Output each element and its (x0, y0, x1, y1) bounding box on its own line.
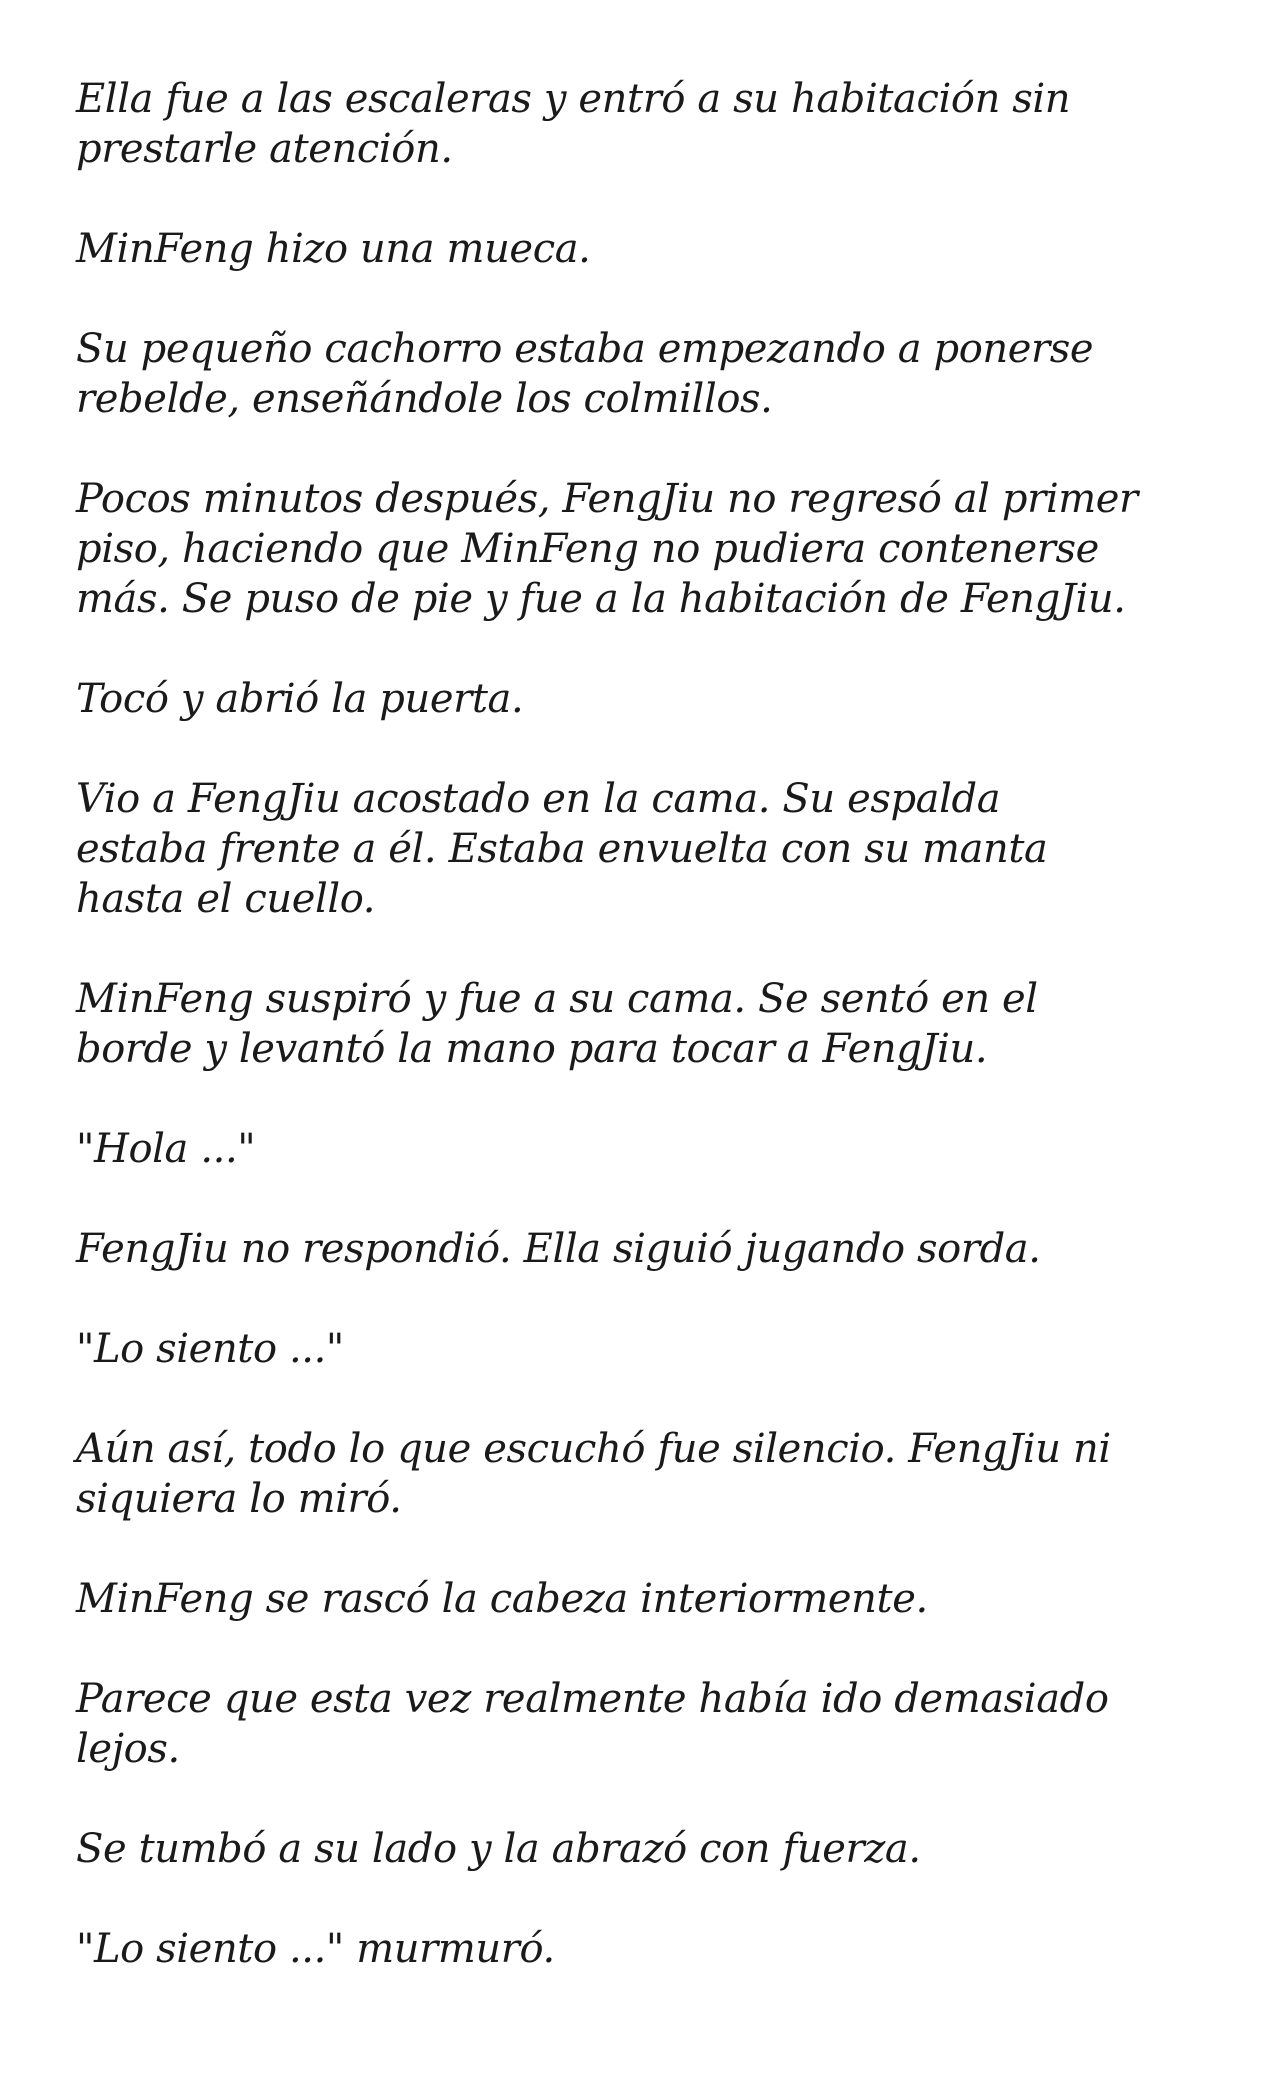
paragraph (76, 1924, 1226, 1974)
text-line: FengJiu no respondió. Ella siguió jugando sorda. (76, 1226, 1041, 1272)
text-line: MinFeng suspiró y fue a su cama. Se sentó en el (76, 976, 1038, 1022)
text-line: MinFeng hizo una mueca. (76, 226, 591, 272)
text-line: Aún así, todo lo que escuchó fue silencio. FengJiu ni (76, 1426, 1111, 1472)
paragraph (76, 1424, 1226, 1524)
text-line: Parece que esta vez realmente había ido demasiado (76, 1676, 1109, 1722)
text-line: MinFeng se rascó la cabeza interiormente. (76, 1576, 928, 1622)
paragraph (76, 74, 1226, 174)
text-line: Pocos minutos después, FengJiu no regresó al primer (76, 476, 1138, 522)
text-line: piso, haciendo que MinFeng no pudiera contenerse (76, 526, 1099, 572)
paragraph (76, 324, 1226, 424)
text-line: prestarle atención. (76, 126, 453, 172)
text-line: borde y levantó la mano para tocar a FengJiu. (76, 1026, 988, 1072)
paragraph (76, 974, 1226, 1074)
text-line: Su pequeño cachorro estaba empezando a ponerse (76, 326, 1094, 372)
paragraph (76, 474, 1226, 624)
text-line: estaba frente a él. Estaba envuelta con su manta (76, 826, 1048, 872)
text-line: rebelde, enseñándole los colmillos. (76, 376, 773, 422)
text-line: "Hola ..." (76, 1126, 256, 1172)
paragraph (76, 224, 1226, 274)
paragraph (76, 1674, 1226, 1774)
paragraph (76, 774, 1226, 924)
text-line: lejos. (76, 1726, 180, 1772)
story-text (76, 74, 1226, 2024)
paragraph (76, 1124, 1226, 1174)
text-line: siquiera lo miró. (76, 1476, 402, 1522)
paragraph (76, 1324, 1226, 1374)
text-line: Ella fue a las escaleras y entró a su habitación sin (76, 76, 1071, 122)
paragraph (76, 674, 1226, 724)
paragraph (76, 1824, 1226, 1874)
text-line: Tocó y abrió la puerta. (76, 676, 524, 722)
paragraph (76, 1574, 1226, 1624)
paragraph (76, 1224, 1226, 1274)
text-line: más. Se puso de pie y fue a la habitación de FengJiu. (76, 576, 1126, 622)
text-line: hasta el cuello. (76, 876, 376, 922)
text-line: Se tumbó a su lado y la abrazó con fuerza. (76, 1826, 921, 1872)
text-line: Vio a FengJiu acostado en la cama. Su espalda (76, 776, 1001, 822)
text-line: "Lo siento ..." (76, 1326, 344, 1372)
text-line: "Lo siento ..." murmuró. (76, 1926, 555, 1972)
